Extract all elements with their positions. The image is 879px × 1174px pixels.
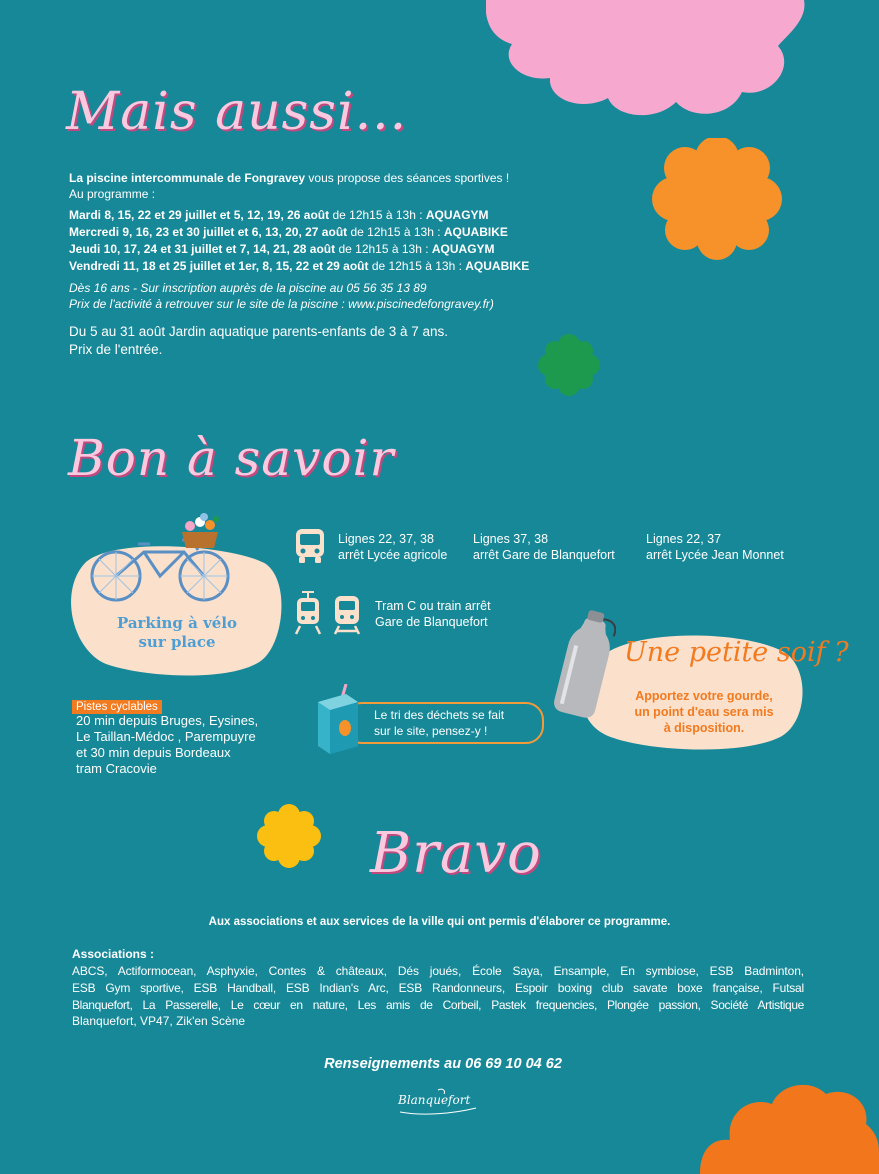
blanquefort-logo-text: Blanquefort (398, 1093, 471, 1107)
bus-line-1 (338, 531, 447, 563)
orange-flower-shape (650, 138, 784, 260)
pistes-line: et 30 min depuis Bordeaux (76, 745, 231, 760)
jardin-line: Du 5 au 31 août Jardin aquatique parents-enfants de 3 à 7 ans. (69, 324, 449, 339)
orange-cloud-shape (700, 1082, 879, 1174)
pink-cloud-shape (486, 0, 806, 120)
soif-line: à disposition. (663, 721, 745, 735)
schedule-time: de 12h15 à 13h : (335, 242, 432, 256)
pistes-line: Le Taillan-Médoc , Parempuyre (76, 729, 256, 744)
associations-label: Associations : (72, 947, 155, 961)
soif-text (616, 688, 792, 736)
pistes-line: 20 min depuis Bruges, Eysines, (76, 713, 259, 728)
associations-line: ABCS, Actiformocean, Asphyxie, Contes & châteaux, Dés joués, École Saya, Ensample, En symbiose, ESB Badminton, (72, 964, 804, 978)
bus-line-number: Lignes 22, 37 (646, 532, 722, 546)
schedule-days: Mardi 8, 15, 22 et 29 juillet et 5, 12, 19, 26 août (69, 208, 330, 222)
schedule-time: de 12h15 à 13h : (329, 208, 426, 222)
tri-line: Le tri des déchets se fait (374, 708, 505, 722)
bus-line-2 (473, 531, 615, 563)
schedule-days: Jeudi 10, 17, 24 et 31 juillet et 7, 14, 21, 28 août (69, 242, 336, 256)
bicycle-icon (86, 512, 236, 604)
train-icon (332, 594, 362, 636)
piscine-intro (69, 170, 509, 187)
jardin-aquatique (69, 323, 448, 359)
juice-box-icon (312, 684, 364, 756)
tri-text (374, 707, 504, 739)
schedule-time: de 12h15 à 13h : (347, 225, 444, 239)
renseignements-text: Renseignements au 06 69 10 04 62 (324, 1056, 562, 1072)
tram-info (375, 598, 491, 630)
associations-line: ESB Gym sportive, ESB Handball, ESB Indian's Arc, ESB Randonneurs, Espoir boxing club savate boxe française, Futsal (72, 980, 804, 995)
thanks-text: Aux associations et aux services de la ville qui ont permis d'élaborer ce programme. (208, 916, 671, 928)
associations-line: Blanquefort, La Passerelle, Le cœur en nature, Les amis de Corbeil, Pastek frequencies, Plongée passion, Société Artistique (72, 997, 804, 1012)
yellow-flower-shape (257, 804, 321, 868)
inscription-text: Dès 16 ans - Sur inscription auprès de la piscine au 05 56 35 13 89 (69, 281, 427, 295)
schedule-row (69, 224, 529, 241)
schedule-row (69, 241, 529, 258)
bus-line-stop: arrêt Lycée agricole (338, 548, 448, 562)
schedule-row (69, 207, 529, 224)
associations-list (72, 963, 804, 1030)
schedule-days: Vendredi 11, 18 et 25 juillet et 1er, 8, 15, 22 et 29 août (69, 259, 369, 273)
parking-line1: Parking à vélo (116, 614, 238, 632)
tram-line: Tram C ou train arrêt (375, 599, 491, 613)
blanquefort-logo (392, 1086, 484, 1120)
schedule-time: de 12h15 à 13h : (368, 259, 466, 273)
prix-activite-text: Prix de l'activité à retrouver sur le site de la piscine : www.piscinedefongravey.fr) (69, 297, 494, 311)
tram-icon (294, 590, 322, 636)
soif-line: un point d'eau sera mis (634, 705, 774, 719)
soif-title: Une petite soif ? (624, 637, 849, 668)
schedule-days: Mercredi 9, 16, 23 et 30 juillet et 6, 13, 20, 27 août (69, 225, 348, 239)
bravo-title: Bravo (370, 821, 542, 886)
programme-label: Au programme : (69, 187, 156, 201)
schedule-activity: AQUAGYM (431, 242, 495, 256)
jardin-price-line: Prix de l'entrée. (69, 342, 163, 357)
tri-line: sur le site, pensez-y ! (374, 724, 488, 738)
piscine-name: La piscine intercommunale de Fongravey (69, 171, 306, 185)
pistes-text (76, 713, 258, 777)
schedule-activity: AQUAGYM (425, 208, 489, 222)
tram-stop: Gare de Blanquefort (375, 615, 488, 629)
pistes-label-badge: Pistes cyclables (72, 700, 162, 714)
bus-icon (294, 527, 326, 565)
water-bottle-icon (554, 608, 616, 720)
green-flower-shape (537, 334, 601, 396)
schedule-row (69, 258, 529, 275)
bus-line-stop: arrêt Lycée Jean Monnet (646, 548, 784, 562)
associations-line: Blanquefort, VP47, Zik'en Scène (72, 1014, 246, 1029)
bus-line-stop: arrêt Gare de Blanquefort (473, 548, 615, 562)
schedule-list (69, 207, 529, 275)
bus-line-number: Lignes 37, 38 (473, 532, 549, 546)
schedule-activity: AQUABIKE (465, 259, 530, 273)
bus-line-number: Lignes 22, 37, 38 (338, 532, 434, 546)
piscine-intro-rest: vous propose des séances sportives ! (305, 171, 510, 185)
pistes-line: tram Cracovie (76, 761, 157, 776)
mais-aussi-title: Mais aussi... (66, 82, 408, 142)
bus-line-3 (646, 531, 784, 563)
soif-line: Apportez votre gourde, (635, 689, 773, 703)
schedule-activity: AQUABIKE (443, 225, 508, 239)
parking-label (66, 614, 288, 652)
parking-line2: sur place (138, 633, 216, 651)
bon-a-savoir-title: Bon à savoir (68, 429, 395, 487)
